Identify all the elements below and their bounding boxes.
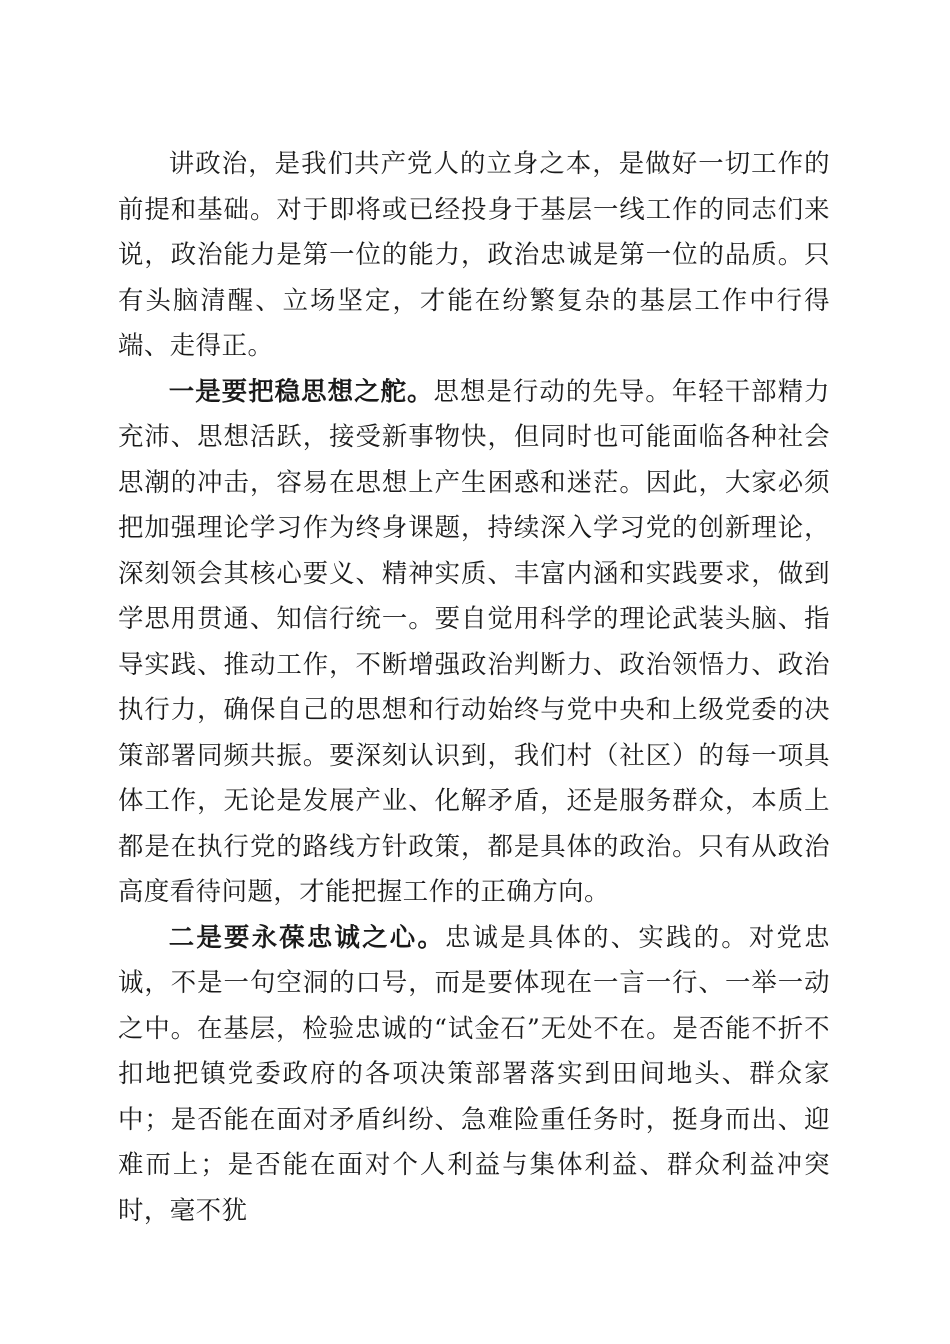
paragraph-point-one-text: 思想是行动的先导。年轻干部精力充沛、思想活跃，接受新事物快，但同时也可能面临各种社会思潮的冲击，容易在思想上产生困惑和迷茫。因此，大家必须把加强理论学习作为终身课题，持续深入学习党的创新理论，深刻领会其核心要义、精神实质、丰富内涵和实践要求，做到学思用贯通、知信行统一。要自觉用科学的理论武装头脑、指导实践、推动工作，不断增强政治判断力、政治领悟力、政治执行力，确保自己的思想和行动始终与党中央和上级党委的决策部署同频共振。要深刻认识到，我们村（社区）的每一项具体工作，无论是发展产业、化解矛盾，还是服务群众，本质上都是在执行党的路线方针政策，都是具体的政治。只有从政治高度看待问题，才能把握工作的正确方向。	[118, 375, 831, 906]
paragraph-intro	[118, 141, 830, 369]
paragraph-point-two-heading: 二是要永葆忠诚之心。	[168, 921, 446, 952]
paragraph-point-one	[118, 369, 830, 915]
paragraph-point-two	[118, 915, 830, 1234]
paragraph-intro-text: 讲政治，是我们共产党人的立身之本，是做好一切工作的前提和基础。对于即将或已经投身于基层一线工作的同志们来说，政治能力是第一位的能力，政治忠诚是第一位的品质。只有头脑清醒、立场坚定，才能在纷繁复杂的基层工作中行得端、走得正。	[118, 148, 830, 360]
document-body	[118, 141, 830, 1233]
paragraph-point-one-heading: 一是要把稳思想之舵。	[168, 375, 434, 406]
paragraph-point-two-text: 忠诚是具体的、实践的。对党忠诚，不是一句空洞的口号，而是要体现在一言一行、一举一动之中。在基层，检验忠诚的“试金石”无处不在。是否能不折不扣地把镇党委政府的各项决策部署落实到田间地头、群众家中；是否能在面对矛盾纠纷、急难险重任务时，挺身而出、迎难而上；是否能在面对个人利益与集体利益、群众利益冲突时，毫不犹	[118, 921, 831, 1225]
